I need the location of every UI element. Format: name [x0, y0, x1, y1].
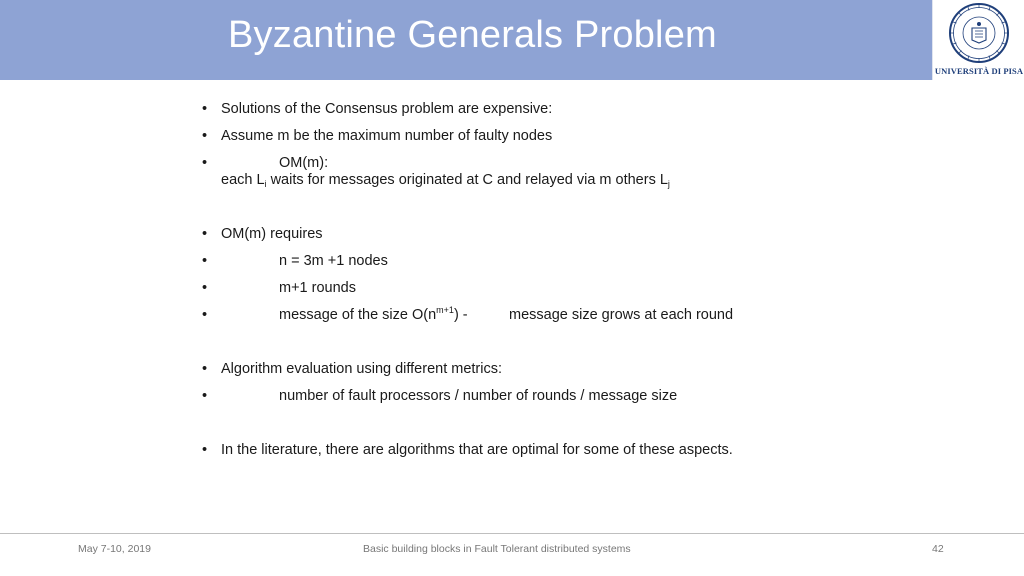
logo-caption: UNIVERSITÀ DI PISA: [934, 66, 1024, 76]
bullet-icon: •: [202, 253, 208, 269]
bullet-text: OM(m) requires: [221, 226, 323, 242]
bullet-text: Algorithm evaluation using different metrics:: [221, 361, 503, 377]
bullet-icon: •: [202, 128, 208, 144]
bullet-icon: •: [202, 280, 208, 296]
page-number: 42: [932, 543, 944, 555]
bullet-icon: •: [202, 226, 208, 242]
bullet-icon: •: [202, 155, 208, 171]
bullet-icon: •: [202, 361, 208, 377]
bullet-text-tail: message size grows at each round: [509, 307, 734, 323]
slide-title: Byzantine Generals Problem: [228, 14, 717, 56]
bullet-text: n = 3m +1 nodes: [279, 253, 388, 269]
bullet-text: Assume m be the maximum number of faulty nodes: [221, 128, 553, 144]
footer-date: May 7-10, 2019: [78, 543, 151, 555]
footer-divider: [0, 533, 1024, 534]
bullet-text: Solutions of the Consensus problem are expensive:: [221, 101, 553, 117]
bullet-subtext: each $L_i$ waits for messages originated at C and relayed via m others $L_j$: [221, 172, 670, 189]
bullet-icon: •: [202, 388, 208, 404]
bullet-icon: •: [202, 442, 208, 458]
title-bar: [0, 0, 932, 80]
bullet-text: In the literature, there are algorithms that are optimal for some of these aspects.: [221, 442, 733, 458]
bullet-text: number of fault processors / number of rounds / message size: [279, 388, 678, 404]
bullet-icon: •: [202, 307, 208, 323]
university-logo: [932, 0, 1024, 80]
bullet-text: m+1 rounds: [279, 280, 356, 296]
bullet-text: OM(m):: [279, 155, 329, 171]
bullet-icon: •: [202, 101, 208, 117]
footer-title: Basic building blocks in Fault Tolerant distributed systems: [363, 543, 631, 555]
seal-icon: [948, 2, 1010, 64]
bullet-text: message of the size $O(n^{m+1})$ -: [279, 305, 468, 323]
